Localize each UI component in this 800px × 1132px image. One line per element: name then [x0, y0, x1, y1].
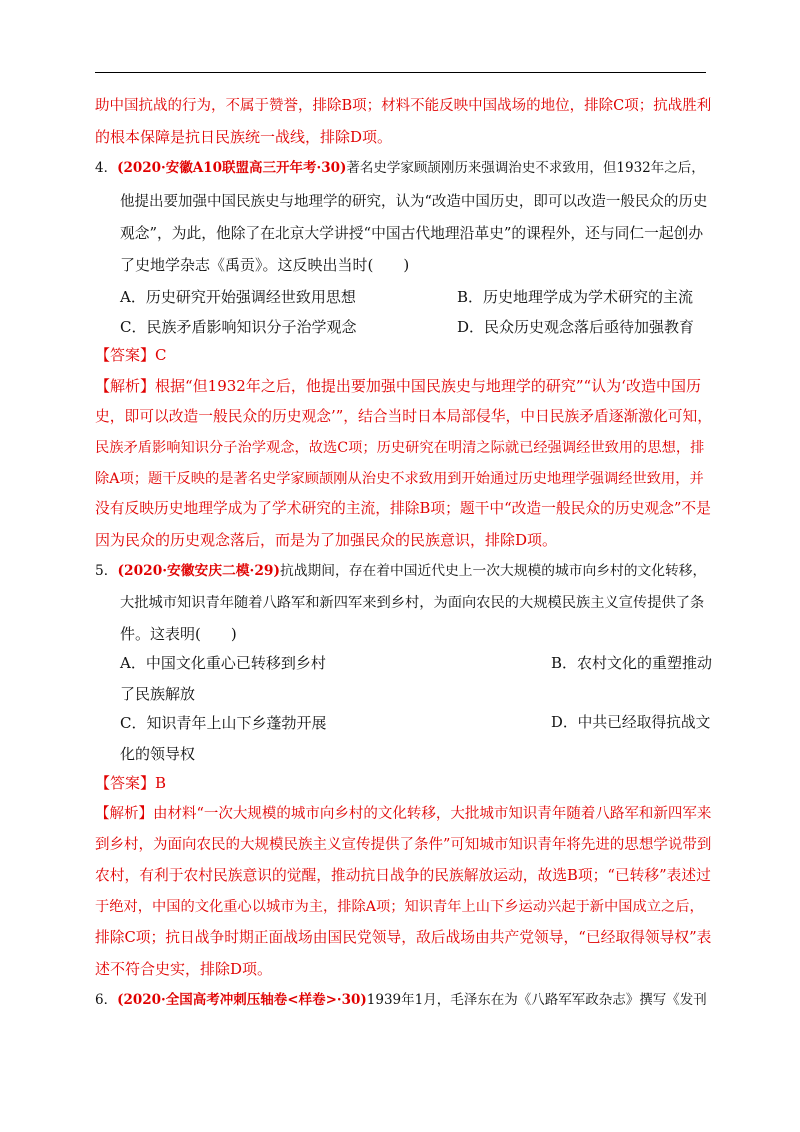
q5-stem-first: 抗战期间，存在着中国近代史上一次大规模的城市向乡村的文化转移，: [280, 563, 707, 579]
q4-analysis-line: 除A项；题干反映的是著名史学家顾颉刚从治史不求致用到开始通过历史地理学强调经世致用，并: [95, 471, 704, 487]
q5-answer: 【答案】B: [95, 774, 167, 792]
q4-stem-line: [95, 158, 705, 178]
q5-analysis-line: 于绝对，中国的文化重心以城市为主，排除A项；知识青年上山下乡运动兴起于新中国成立之后，: [95, 899, 704, 915]
q4-option-c: C．民族矛盾影响知识分子治学观念: [120, 318, 357, 336]
q4-number: 4．: [95, 160, 118, 176]
q6-stem-line: [95, 990, 707, 1010]
prev-analysis-line: 的根本保障是抗日民族统一战线，排除D项。: [95, 128, 393, 146]
q5-analysis-line: 【解析】由材料“一次大规模的城市向乡村的文化转移，大批城市知识青年随着八路军和新四军来: [95, 806, 712, 822]
q5-analysis-line: 排除C项；抗日战争时期正面战场由国民党领导，敌后战场由共产党领导，“已经取得领导权”表: [95, 929, 712, 946]
q4-analysis-line: 【解析】根据“但1932年之后，他提出要加强中国民族史与地理学的研究”“认为‘改造中国历: [95, 377, 701, 395]
q4-analysis-line: 没有反映历史地理学成为了学术研究的主流，排除B项；题干中“改造一般民众的历史观念”不是: [95, 500, 711, 517]
q4-analysis-line: 民族矛盾影响知识分子治学观念，故选C项；历史研究在明清之际就已经强调经世致用的思想，排: [95, 440, 705, 456]
q6-stem-first: 1939年1月，毛泽东在为《八路军军政杂志》撰写《发刊: [366, 992, 707, 1008]
q5-option-c: C．知识青年上山下乡蓬勃开展: [120, 714, 327, 732]
q5-option-a: A．中国文化重心已转移到乡村: [120, 654, 326, 672]
q5-analysis-line: 农村，有利于农村民族意识的觉醒，推动抗日战争的民族解放运动，故选B项；“已转移”表述过: [95, 867, 711, 884]
q5-option-b-continuation: 了民族解放: [120, 685, 196, 703]
q6-number: 6．: [95, 992, 118, 1008]
q4-stem-line: 观念”，为此，他除了在北京大学讲授“中国古代地理沿革史”的课程外，还与同仁一起创办: [120, 225, 704, 242]
q4-analysis-line: 史，即可以改造一般民众的历史观念’”，结合当时日本局部侵华，中日民族矛盾逐渐激化可知，: [95, 408, 712, 425]
q4-analysis-line: 因为民众的历史观念落后，而是为了加强民众的民族意识，排除D项。: [95, 531, 558, 549]
header-rule: [95, 72, 706, 73]
q4-answer: 【答案】C: [95, 346, 167, 364]
q4-option-a: A．历史研究开始强调经世致用思想: [120, 288, 356, 306]
q5-stem-line: 大批城市知识青年随着八路军和新四军来到乡村，为面向农民的大规模民族主义宣传提供了条: [120, 595, 705, 611]
prev-analysis-line: 助中国抗战的行为，不属于赞誉，排除B项；材料不能反映中国战场的地位，排除C项；抗战胜利: [95, 98, 712, 114]
q5-source: (2020·安徽安庆二模·29): [117, 563, 280, 579]
q5-option-d: D．中共已经取得抗战文: [551, 714, 711, 731]
q5-analysis-line: 到乡村，为面向农民的大规模民族主义宣传提供了条件”可知城市知识青年将先进的思想学说带到: [95, 837, 712, 853]
q4-stem-first: 著名史学家顾颉刚历来强调治史不求致用，但1932年之后，: [346, 160, 705, 176]
q5-stem-line: 件。这表明( ): [120, 625, 237, 643]
q4-stem-line: 了史地学杂志《禹贡》。这反映出当时( ): [120, 256, 410, 274]
q4-source: (2020·安徽A10联盟高三开年考·30): [117, 160, 347, 176]
q5-option-d-continuation: 化的领导权: [120, 745, 196, 763]
q4-option-b: B．历史地理学成为学术研究的主流: [457, 288, 694, 306]
q5-stem-line: [95, 561, 706, 581]
q5-option-b: B．农村文化的重塑推动: [551, 654, 713, 672]
q6-source: (2020·全国高考冲刺压轴卷<样卷>·30): [117, 992, 367, 1008]
q5-analysis-line: 述不符合史实，排除D项。: [95, 960, 273, 978]
q5-number: 5．: [95, 563, 118, 579]
q4-stem-line: 他提出要加强中国民族史与地理学的研究，认为“改造中国历史，即可以改造一般民众的历史: [120, 194, 708, 210]
q4-option-d: D．民众历史观念落后亟待加强教育: [457, 318, 695, 336]
